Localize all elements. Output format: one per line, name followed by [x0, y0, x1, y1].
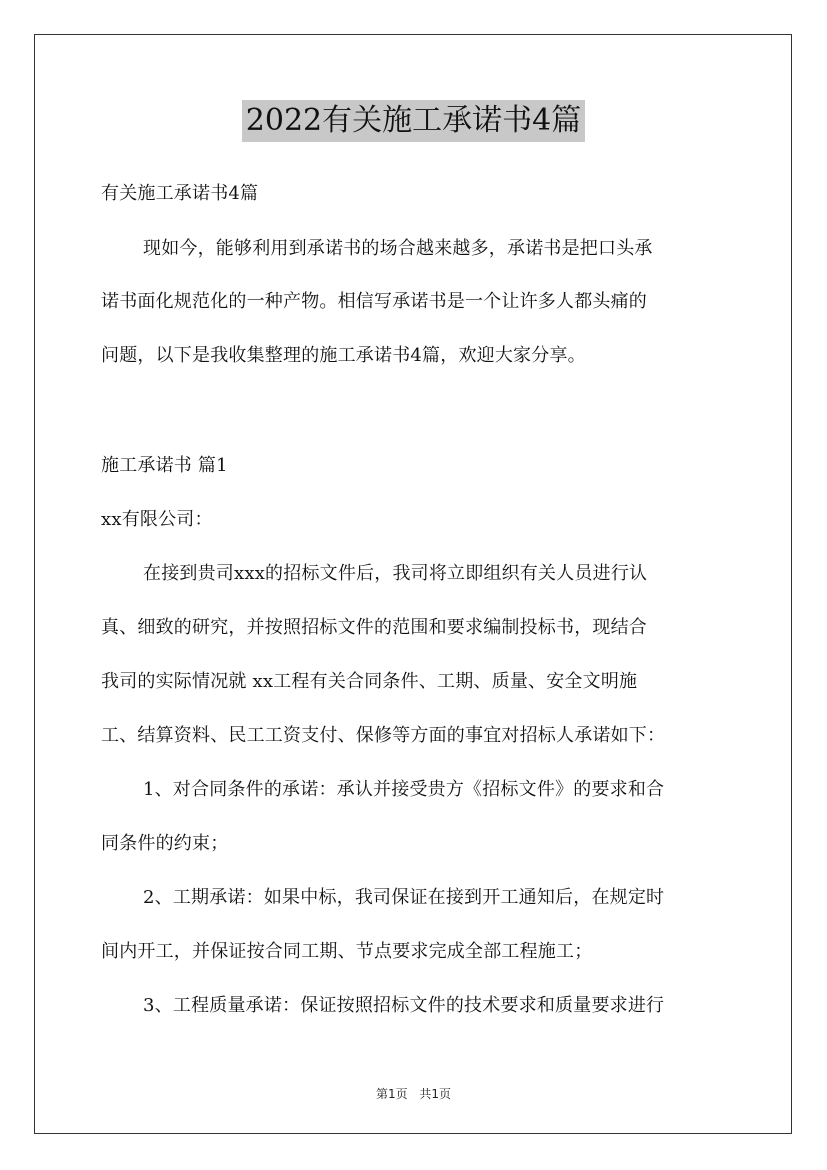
intro-line: 现如今，能够利用到承诺书的场合越来越多，承诺书是把口头承 [143, 238, 653, 259]
document-subtitle: 有关施工承诺书4篇 [101, 183, 259, 204]
title-container [0, 100, 827, 142]
page-total: 共1页 [419, 1087, 452, 1101]
page-current: 第1页 [375, 1087, 408, 1101]
addressee: xx有限公司： [101, 509, 213, 530]
paragraph-line: 我司的实际情况就 xx工程有关合同条件、工期、质量、安全文明施 [101, 671, 638, 692]
intro-line: 问题，以下是我收集整理的施工承诺书4篇，欢迎大家分享。 [101, 345, 586, 366]
commitment-item-2: 2、工期承诺：如果中标，我司保证在接到开工通知后，在规定时 [143, 887, 665, 908]
document-title: 2022有关施工承诺书4篇 [242, 100, 585, 142]
paragraph-line: 工、结算资料、民工工资支付、保修等方面的事宜对招标人承诺如下： [101, 725, 666, 746]
commitment-item-3: 3、工程质量承诺：保证按照招标文件的技术要求和质量要求进行 [143, 995, 665, 1016]
commitment-item-1: 1、对合同条件的承诺：承认并接受贵方《招标文件》的要求和合 [143, 779, 665, 800]
paragraph-line: 在接到贵司xxx的招标文件后，我司将立即组织有关人员进行认 [143, 563, 648, 584]
paragraph-line: 真、细致的研究，并按照招标文件的范围和要求编制投标书，现结合 [101, 617, 647, 638]
intro-line: 诺书面化规范化的一种产物。相信写承诺书是一个让许多人都头痛的 [101, 291, 647, 312]
section-heading: 施工承诺书 篇1 [101, 455, 228, 476]
commitment-item-2-cont: 间内开工，并保证按合同工期、节点要求完成全部工程施工； [101, 941, 593, 962]
commitment-item-1-cont: 同条件的约束； [101, 833, 229, 854]
page-footer [0, 1086, 827, 1102]
